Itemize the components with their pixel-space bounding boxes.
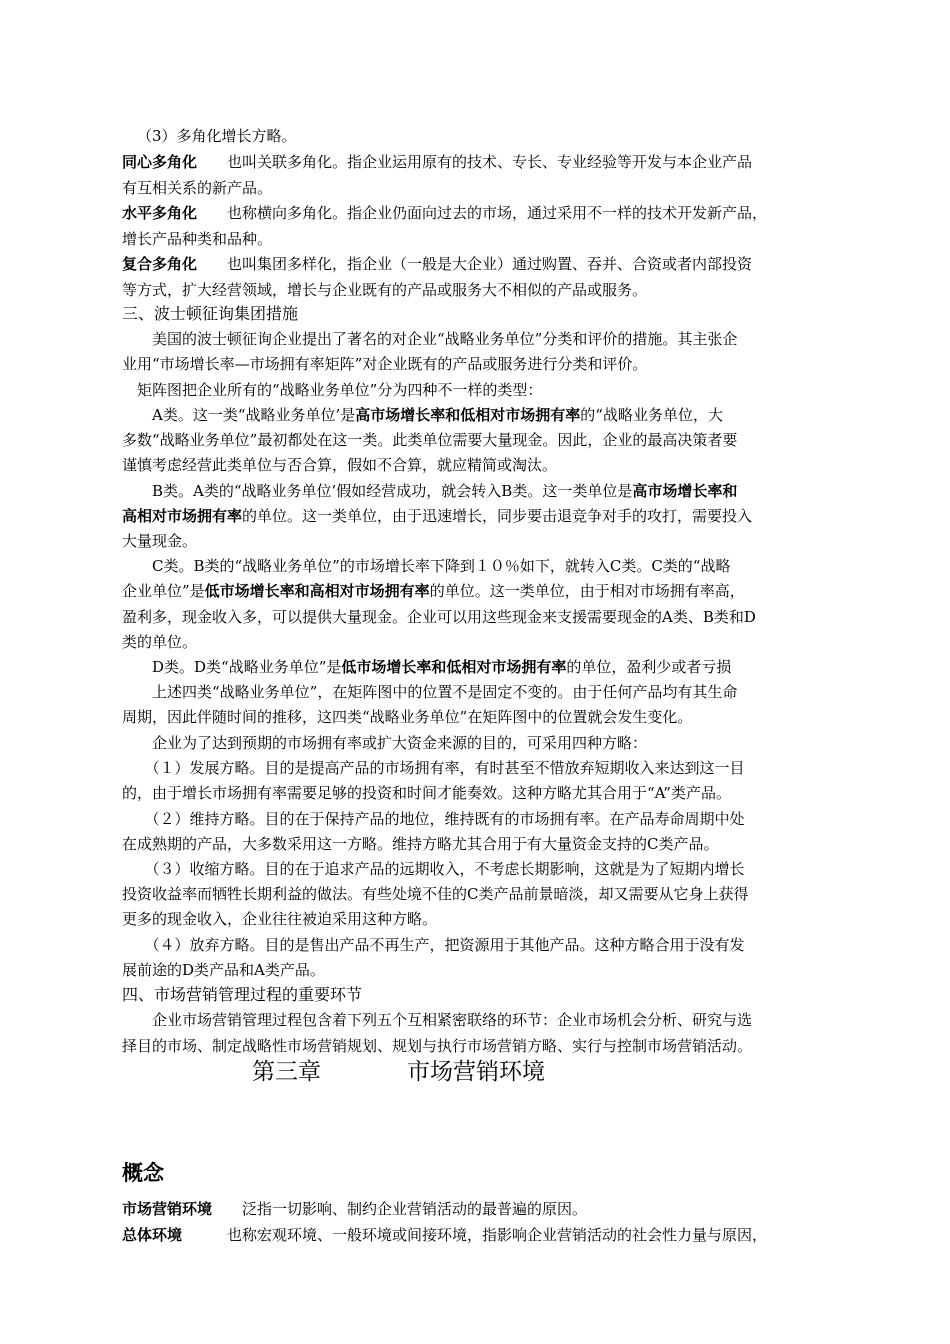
text-line: （３）收缩方略。目的在于追求产品的远期收入，不考虑长期影响，这就是为了短期内增长 [122,860,745,878]
bold-phrase: 低市场增长率和低相对市场拥有率 [341,658,567,676]
text-line: A类。这一类“战略业务单位’是高市场增长率和低相对市场拥有率的“战略业务单位，大 [122,406,723,424]
text-line: 周期，因此伴随时间的推移，这四类“战略业务单位”在矩阵图中的位置就会发生变化。 [122,708,693,726]
text-line: 谨慎考虑经营此类单位与否合算，假如不合算，就应精简或淘汰。 [122,456,558,474]
text-line: 投资收益率而牺牲长期利益的做法。有些处境不佳的C类产品前景暗淡，却又需要从它身上获得 [122,885,749,903]
text-line: D类。D类“战略业务单位”是低市场增长率和低相对市场拥有率的单位，盈利少或者亏损 [122,658,732,676]
text-line: 企业市场营销管理过程包含着下列五个互相紧密联络的环节：企业市场机会分析、研究与选 [122,1011,753,1029]
text-line: 多数“战略业务单位”最初都处在这一类。此类单位需要大量现金。因此，企业的最高决策者要 [122,431,738,449]
term-definition: 总体环境 也称宏观环境、一般环境或间接环境，指影响企业营销活动的社会性力量与原因， [122,1226,768,1244]
text-line: 有互相关系的新产品。 [122,179,273,197]
bold-phrase: 高市场增长率和 [632,482,738,500]
text-line: 矩阵图把企业所有的“战略业务单位”分为四种不一样的类型： [122,381,543,399]
text-line: 类的单位。 [122,633,198,651]
text-line: 盈利多，现金收入多，可以提供大量现金。企业可以用这些现金来支援需要现金的A类、B类和D [122,608,756,626]
text-line: 企业单位”是低市场增长率和高相对市场拥有率的单位。这一类单位，由于相对市场拥有率高， [122,582,745,600]
text-line: 更多的现金收入，企业往往被迫采用这种方略。 [122,910,438,928]
text-line: （４）放弃方略。目的是售出产品不再生产，把资源用于其他产品。这种方略合用于没有发 [122,936,745,954]
text-line: （3）多角化增长方略。 [137,127,297,145]
term-bold: 市场营销环境 [122,1200,213,1218]
text-line: C类。B类的“战略业务单位”的市场增长率下降到１０％如下，就转入C类。C类的“战略 [122,557,731,575]
term-bold: 复合多角化 [122,255,198,273]
bold-phrase: 高相对市场拥有率 [122,507,243,525]
section-heading: 三、波士顿征询集团措施 [122,304,299,323]
term-bold: 总体环境 [122,1226,183,1244]
concept-heading: 概念 [122,1161,164,1185]
chapter-title: 市场营销环境 [407,1059,545,1085]
text-line: 大量现金。 [122,532,198,550]
text-line: B类。A类的“战略业务单位’假如经营成功，就会转入B类。这一类单位是高市场增长率和 [122,482,738,500]
bold-phrase: 高市场增长率和低相对市场拥有率 [355,406,581,424]
text-line: 企业为了达到预期的市场拥有率或扩大资金来源的目的，可采用四种方略： [122,734,648,752]
term-bold: 同心多角化 [122,153,198,171]
text-line: 复合多角化 也叫集团多样化，指企业（一般是大企业）通过购置、吞并、合资或者内部投资 [122,255,753,273]
text-line: 水平多角化 也称横向多角化。指企业仍面向过去的市场，通过采用不一样的技术开发新产品， [122,204,768,222]
text-line: 的，由于增长市场拥有率需要足够的投资和时间才能奏效。这种方略尤其合用于“A”类产品。 [122,784,731,802]
text-line: 展前途的D类产品和A类产品。 [122,961,325,979]
text-line: 等方式，扩大经营领域，增长与企业既有的产品或服务大不相似的产品或服务。 [122,281,648,299]
text-line: 上述四类“战略业务单位”，在矩阵图中的位置不是固定不变的。由于任何产品均有其生命 [122,683,738,701]
bold-phrase: 低市场增长率和高相对市场拥有率 [204,582,430,600]
text-line: 业用“市场增长率—市场拥有率矩阵”对企业既有的产品或服务进行分类和评价。 [122,355,648,373]
term-definition: 市场营销环境 泛指一切影响、制约企业营销活动的最普遍的原因。 [122,1200,588,1218]
term-bold: 水平多角化 [122,204,198,222]
text-line: 增长产品种类和品种。 [122,230,273,248]
text-line: 高相对市场拥有率的单位。这一类单位，由于迅速增长，同步要击退竞争对手的攻打，需要投入 [122,507,753,525]
text-line: （２）维持方略。目的在于保持产品的地位，维持既有的市场拥有率。在产品寿命周期中处 [122,810,745,828]
chapter-number: 第三章 [252,1059,321,1085]
section-heading: 四、市场营销管理过程的重要环节 [122,985,363,1004]
text-line: 美国的波士顿征询企业提出了著名的对企业“战略业务单位”分类和评价的措施。其主张企 [122,330,738,348]
text-line: （１）发展方略。目的是提高产品的市场拥有率，有时甚至不惜放弃短期收入来达到这一目 [122,759,745,777]
text-line: 同心多角化 也叫关联多角化。指企业运用原有的技术、专长、专业经验等开发与本企业产品 [122,153,753,171]
text-line: 择目的市场、制定战略性市场营销规划、规划与执行市场营销方略、实行与控制市场营销活动。 [122,1037,753,1055]
text-line: 在成熟期的产品，大多数采用这一方略。维持方略尤其合用于有大量资金支持的C类产品。 [122,835,719,853]
